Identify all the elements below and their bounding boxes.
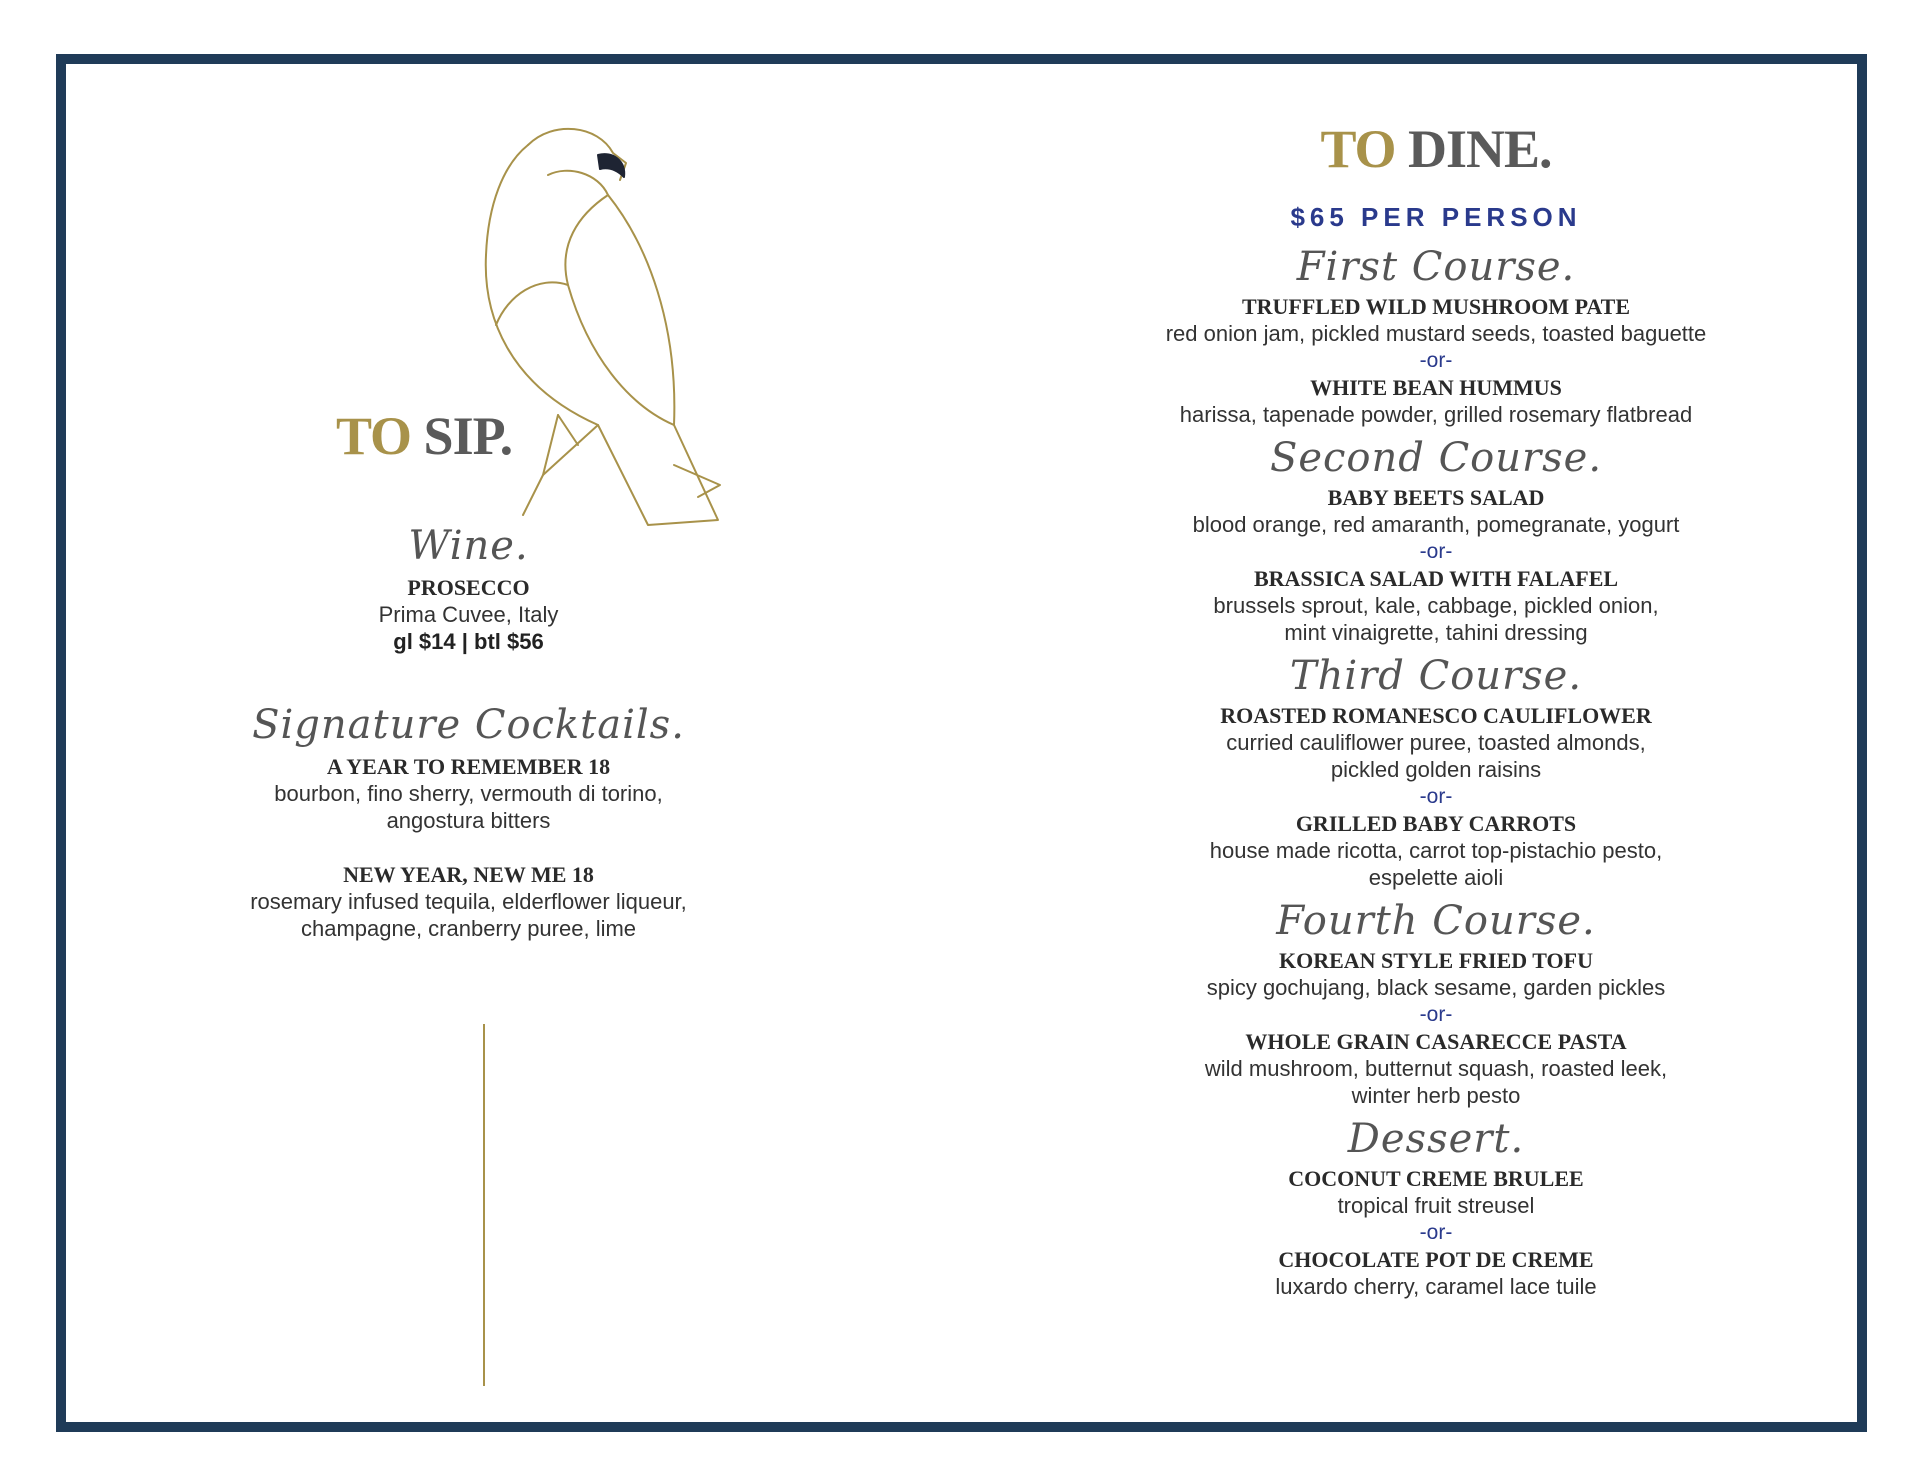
to-sip-title bbox=[336, 406, 736, 466]
dish-name: TRUFFLED WILD MUSHROOM PATE bbox=[1241, 294, 1631, 319]
dish-desc: brussels sprout, kale, cabbage, pickled onion, bbox=[1213, 593, 1659, 618]
course-heading: Second Course. bbox=[1269, 435, 1603, 481]
to-dine-title bbox=[1106, 119, 1766, 179]
dish-desc: winter herb pesto bbox=[1351, 1083, 1521, 1108]
cocktail-desc: champagne, cranberry puree, lime bbox=[300, 916, 637, 941]
or-separator: -or- bbox=[1419, 1221, 1453, 1244]
dish-desc: mint vinaigrette, tahini dressing bbox=[1284, 620, 1588, 645]
dish-name: ROASTED ROMANESCO CAULIFLOWER bbox=[1220, 703, 1652, 728]
title-to: TO bbox=[1320, 119, 1396, 179]
dish-desc: pickled golden raisins bbox=[1330, 757, 1542, 782]
or-separator: -or- bbox=[1419, 349, 1453, 372]
course-third bbox=[1106, 654, 1766, 891]
course-heading: First Course. bbox=[1296, 244, 1576, 290]
course-first bbox=[1106, 245, 1766, 428]
dish-desc: blood orange, red amaranth, pomegranate, yogurt bbox=[1192, 512, 1680, 537]
dine-column bbox=[1106, 119, 1766, 1300]
cocktails-heading: Signature Cocktails. bbox=[252, 702, 685, 748]
dish-name: WHOLE GRAIN CASARECCE PASTA bbox=[1245, 1029, 1627, 1054]
cocktail-name: A YEAR TO REMEMBER 18 bbox=[326, 754, 611, 779]
dish-desc: luxardo cherry, caramel lace tuile bbox=[1275, 1274, 1597, 1299]
course-second bbox=[1106, 436, 1766, 646]
dish-name: KOREAN STYLE FRIED TOFU bbox=[1279, 948, 1593, 973]
course-dessert bbox=[1106, 1117, 1766, 1300]
cocktail-name: NEW YEAR, NEW ME 18 bbox=[343, 862, 594, 887]
cocktail-desc: bourbon, fino sherry, vermouth di torino, bbox=[274, 781, 663, 806]
cocktail-desc: angostura bitters bbox=[386, 808, 551, 833]
dish-desc: tropical fruit streusel bbox=[1337, 1193, 1535, 1218]
menu-frame bbox=[56, 54, 1867, 1432]
course-fourth bbox=[1106, 899, 1766, 1109]
sip-column bbox=[181, 524, 756, 942]
title-dine: DINE. bbox=[1408, 119, 1552, 179]
wine-heading: Wine. bbox=[408, 523, 529, 569]
dish-desc: red onion jam, pickled mustard seeds, toasted baguette bbox=[1165, 321, 1707, 346]
dish-name: GRILLED BABY CARROTS bbox=[1295, 811, 1577, 836]
cocktail-desc: rosemary infused tequila, elderflower liqueur, bbox=[250, 889, 687, 914]
or-separator: -or- bbox=[1419, 540, 1453, 563]
vertical-divider bbox=[483, 1024, 485, 1386]
dish-name: BRASSICA SALAD WITH FALAFEL bbox=[1253, 566, 1619, 591]
dish-name: CHOCOLATE POT DE CREME bbox=[1278, 1247, 1594, 1272]
price-per-person: $65 PER PERSON bbox=[1290, 202, 1582, 232]
hawk-illustration bbox=[448, 125, 788, 535]
dish-name: COCONUT CREME BRULEE bbox=[1288, 1166, 1584, 1191]
dish-desc: wild mushroom, butternut squash, roasted leek, bbox=[1204, 1056, 1668, 1081]
course-heading: Dessert. bbox=[1347, 1116, 1525, 1162]
dish-desc: espelette aioli bbox=[1368, 865, 1504, 890]
dish-desc: spicy gochujang, black sesame, garden pickles bbox=[1206, 975, 1666, 1000]
cocktail-item bbox=[181, 861, 756, 942]
or-separator: -or- bbox=[1419, 1003, 1453, 1026]
cocktail-item bbox=[181, 753, 756, 834]
title-sip: SIP. bbox=[423, 406, 513, 466]
wine-name: PROSECCO bbox=[407, 575, 530, 600]
dish-desc: harissa, tapenade powder, grilled rosemary flatbread bbox=[1179, 402, 1693, 427]
wine-origin: Prima Cuvee, Italy bbox=[378, 602, 559, 627]
wine-price: gl $14 | btl $56 bbox=[393, 629, 544, 654]
or-separator: -or- bbox=[1419, 785, 1453, 808]
course-heading: Fourth Course. bbox=[1276, 898, 1596, 944]
dish-desc: house made ricotta, carrot top-pistachio pesto, bbox=[1209, 838, 1663, 863]
dish-name: WHITE BEAN HUMMUS bbox=[1310, 375, 1562, 400]
dish-desc: curried cauliflower puree, toasted almonds, bbox=[1226, 730, 1646, 755]
title-to: TO bbox=[336, 406, 412, 466]
course-heading: Third Course. bbox=[1289, 653, 1583, 699]
dish-name: BABY BEETS SALAD bbox=[1327, 485, 1545, 510]
